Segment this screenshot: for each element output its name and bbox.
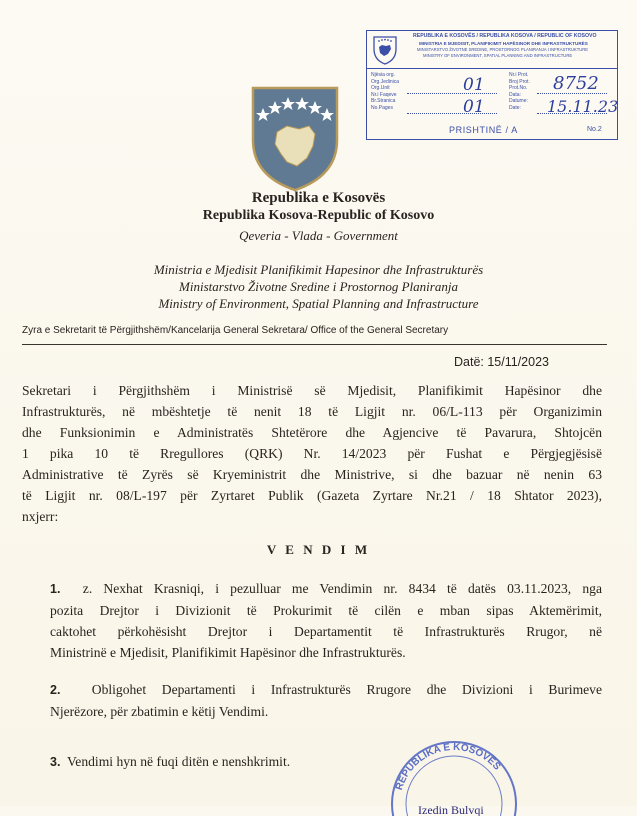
decision-item-line: caktohet përkohësisht Drejtor i Departamentit të Infrastrukturës Rrugor, në: [50, 624, 602, 639]
decision-item-1: [50, 578, 602, 663]
ministry-title-en: Ministry of Environment, Spatial Planning and Infrastructure: [158, 296, 479, 311]
item-text: Vendimi hyn në fuqi ditën e nenshkrimit.: [67, 754, 291, 769]
document-date: Datë: 15/11/2023: [454, 355, 549, 369]
seal-text: REPUBLIKA E KOSOVËS: [393, 741, 503, 792]
ministry-title-sq: Ministria e Mjedisit Planifikimit Hapesinor dhe Infrastrukturës: [153, 262, 484, 277]
stamp-prot-no-value: 8752: [553, 73, 599, 94]
stamp-place: PRISHTINË / A: [449, 125, 518, 135]
decision-item-2: [50, 679, 602, 722]
decision-item-line: [50, 578, 602, 600]
item-text: Obligohet Departamenti i Infrastrukturës Rrugore dhe Divizioni i Burimeve: [91, 682, 603, 697]
stamp-header-ministry-en: MINISTRY OF ENVIRONMENT, SPATIAL PLANNING AND INFRASTRUCTURE: [423, 53, 573, 58]
stamp-header-republic: REPUBLIKA E KOSOVËS / REPUBLIKA KOSOVA / REPUBLIC OF KOSOVO: [413, 33, 597, 39]
header-rule: [22, 344, 607, 345]
item-number: 1.: [50, 582, 61, 596]
item-text: z. Nexhat Krasniqi, i pezulluar me Vendimin nr. 8434 të datës 03.11.2023, nga: [82, 581, 602, 596]
republic-title-multilingual: Republika Kosova-Republic of Kosovo: [202, 208, 435, 223]
stamp-right-labels: Nr.i Prot. Broj Prot. Prot.No. Data: Datume: Date:: [509, 72, 530, 111]
stamp-number: No.2: [587, 126, 602, 133]
decision-item-line: Ministrinë e Mjedisit, Planifikimit Hapësinor dhe Infrastrukturës.: [50, 645, 406, 660]
preamble-line: të Ligjit nr. 08/L-197 për Zyrtaret Publik (Gazeta Zyrtare Nr.21 / 18 Shtator 2023),: [22, 488, 602, 503]
stamp-pages-value: 01: [463, 97, 485, 117]
preamble-line: Administrative të Zyrës së Kryeministrit dhe Ministrive, si dhe bazuar në nenin 63: [22, 467, 602, 482]
preamble-line: dhe Funksionimin e Administratës Shtetërore dhe Agjencive të Pavarura, Shtojcën: [22, 425, 602, 440]
stamp-left-labels: Njësia org. Org.Jedinica Org.Unit Nr.i Faqeve Br.Stranica No.Pages: [371, 72, 400, 111]
official-seal-icon: [384, 736, 524, 816]
item-number: 3.: [50, 755, 61, 769]
preamble-line: Infrastrukturës, në mbështetje të nenit 18 të Ligjit nr. 06/L-113 për Organizimin: [22, 404, 602, 419]
registration-stamp: [366, 30, 618, 140]
stamp-org-unit-value: 01: [463, 75, 485, 95]
preamble: [22, 380, 602, 527]
office-line: Zyra e Sekretarit të Përgjithshëm/Kancelarija General Sekretara/ Office of the General Secretary: [22, 325, 449, 336]
ministry-title-sr: Ministarstvo Životne Sredine i Prostornog Planiranja: [179, 279, 458, 294]
kosovo-coat-of-arms-icon: [249, 84, 341, 192]
decision-item-line: Njerëzore, për zbatimin e këtij Vendimi.: [50, 704, 269, 719]
stamp-header-ministry-sr: MINISTARSTVO ŽIVOTNE SREDINE, PROSTORNOG PLANIRANJA I INFRASTRUKTURE: [417, 47, 589, 52]
decision-title: V E N D I M: [266, 542, 371, 557]
signatory-name: Izedin Bulvqi: [418, 803, 484, 816]
preamble-line: Sekretari i Përgjithshëm i Ministrisë së Mjedisit, Planifikimit Hapësinor dhe: [22, 383, 602, 398]
preamble-line: 1 pika 10 të Rregullores (QRK) Nr. 14/2023 për Fushat e Përgjegjësisë: [22, 446, 602, 461]
item-number: 2.: [50, 683, 61, 697]
decision-item-line: [50, 679, 602, 701]
preamble-line: nxjerr:: [22, 509, 59, 524]
stamp-date-value: 15.11.23: [547, 97, 619, 116]
government-title: Qeveria - Vlada - Government: [239, 228, 398, 243]
decision-item-line: pozita Drejtor i Divizionit të Prokurimit të cilën e mban sipas Aktemërimit,: [50, 603, 602, 618]
stamp-divider: [367, 68, 617, 69]
stamp-header-ministry-sq: MINISTRIA E MJEDISIT, PLANIFIKIMIT HAPËSINOR DHE INFRASTRUKTURËS: [419, 41, 588, 46]
republic-title-sq: Republika e Kosovës: [251, 190, 386, 206]
kosovo-emblem-icon: [372, 35, 398, 65]
